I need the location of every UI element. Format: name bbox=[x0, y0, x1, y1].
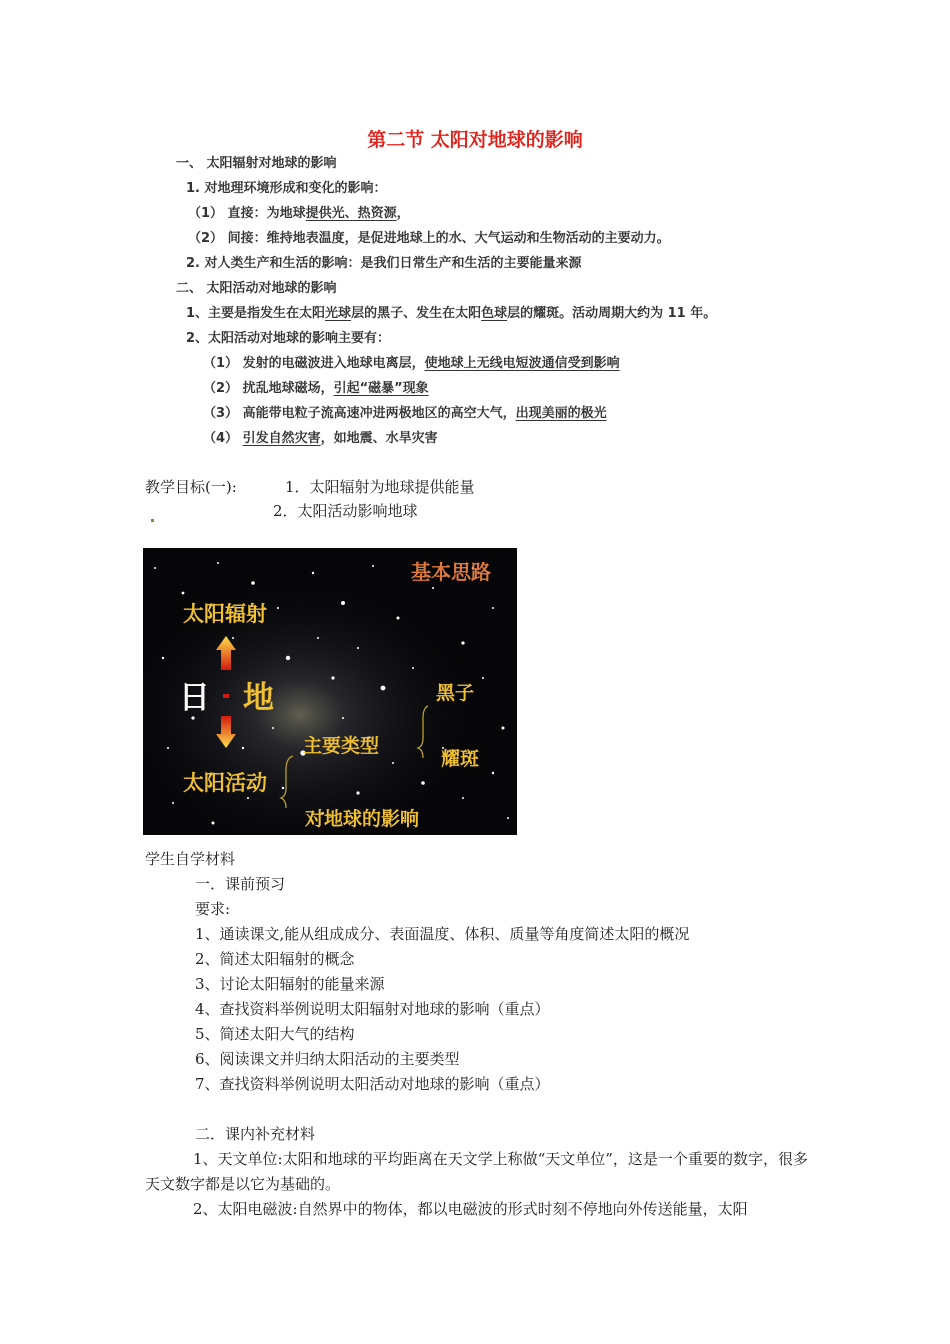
outline-k1-underlined: 使地球上无线电短波通信受到影响 bbox=[424, 356, 620, 371]
diagram-types: 主要类型 bbox=[303, 735, 380, 757]
outline-heading-2: 二、 太阳活动对地球的影响 bbox=[176, 281, 337, 296]
outline-k2-text: （2） 扰乱地球磁场， bbox=[203, 381, 334, 396]
list-item: 7、查找资料举例说明太阳活动对地球的影响（重点） bbox=[195, 1075, 550, 1093]
outline-item-1a bbox=[188, 202, 410, 221]
material-section-1: 一．课前预习 bbox=[195, 875, 286, 893]
page-title: 第二节 太阳对地球的影响 bbox=[367, 129, 583, 151]
outline-j1-text-c: 层的耀斑。活动周期大约为 11 年。 bbox=[507, 306, 717, 321]
outline-item-1a-text: （1） 直接：为地球 bbox=[188, 206, 306, 221]
outline-item-1a-tail: ， bbox=[396, 206, 410, 221]
diagram-sunspot: 黑子 bbox=[436, 682, 475, 704]
diagram-activity: 太阳活动 bbox=[183, 771, 267, 795]
outline-j1-photosphere: 光球 bbox=[325, 306, 352, 321]
outline-item-k1 bbox=[203, 352, 620, 371]
list-item: 4、查找资料举例说明太阳辐射对地球的影响（重点） bbox=[195, 1000, 550, 1018]
list-item: 5、简述太阳大气的结构 bbox=[195, 1025, 355, 1043]
outline-k2-underlined: 引起“磁暴”现象 bbox=[333, 381, 429, 396]
outline-heading-1: 一、 太阳辐射对地球的影响 bbox=[176, 156, 337, 171]
list-item: 2、简述太阳辐射的概念 bbox=[195, 950, 355, 968]
outline-item-j2: 2、太阳活动对地球的影响主要有： bbox=[186, 331, 391, 346]
material-title: 学生自学材料 bbox=[145, 850, 236, 868]
basic-idea-diagram bbox=[143, 548, 517, 835]
outline-item-k2 bbox=[203, 377, 429, 396]
outline-item-k3 bbox=[203, 402, 607, 421]
outline-j1-chromosphere: 色球 bbox=[481, 306, 508, 321]
diagram-heading: 基本思路 bbox=[411, 560, 491, 584]
outline-item-2: 2. 对人类生产和生活的影响：是我们日常生产和生活的主要能量来源 bbox=[186, 256, 582, 271]
outline-k1-text: （1） 发射的电磁波进入地球电离层， bbox=[203, 356, 425, 371]
outline-item-1a-underlined: 提供光、热资源 bbox=[305, 206, 397, 221]
outline-k3-underlined: 出现美丽的极光 bbox=[515, 406, 607, 421]
stray-dot bbox=[151, 519, 154, 522]
list-item: 1、通读课文,能从组成成分、表面温度、体积、质量等角度简述太阳的概况 bbox=[195, 925, 690, 943]
outline-item-j1 bbox=[186, 302, 716, 321]
outline-k4-underlined: 引发自然灾害 bbox=[242, 431, 321, 446]
diagram-flare: 耀斑 bbox=[441, 748, 480, 770]
goal-1: 1．太阳辐射为地球提供能量 bbox=[285, 478, 475, 496]
diagram-earth: 地 bbox=[243, 680, 274, 716]
diagram-impact: 对地球的影响 bbox=[305, 808, 420, 830]
goal-2: 2．太阳活动影响地球 bbox=[273, 502, 418, 520]
paragraph-solar-em-wave: 2、太阳电磁波:自然界中的物体，都以电磁波的形式时刻不停地向外传送能量，太阳 bbox=[193, 1200, 748, 1218]
dash-icon bbox=[223, 694, 229, 698]
material-section-2: 二．课内补充材料 bbox=[195, 1125, 316, 1143]
diagram-sun: 日 bbox=[179, 680, 210, 716]
outline-k4-tail: ，如地震、水旱灾害 bbox=[320, 431, 438, 446]
list-item: 6、阅读课文并归纳太阳活动的主要类型 bbox=[195, 1050, 460, 1068]
material-requirement: 要求: bbox=[195, 900, 231, 918]
outline-item-k4 bbox=[203, 427, 438, 446]
list-item: 3、讨论太阳辐射的能量来源 bbox=[195, 975, 385, 993]
goals-label: 教学目标(一): bbox=[145, 478, 237, 496]
outline-k4-text: （4） bbox=[203, 431, 243, 446]
diagram-radiation: 太阳辐射 bbox=[183, 602, 267, 626]
outline-j1-text-a: 1、主要是指发生在太阳 bbox=[186, 306, 326, 321]
outline-item-1b: （2） 间接：维持地表温度，是促进地球上的水、大气运动和生物活动的主要动力。 bbox=[188, 231, 670, 246]
paragraph-astronomical-unit: 1、天文单位:太阳和地球的平均距离在天文学上称做“天文单位”，这是一个重要的数字，很多天文数字都是以它为基础的。 bbox=[145, 1150, 808, 1193]
outline-k3-text: （3） 高能带电粒子流高速冲进两极地区的高空大气， bbox=[203, 406, 516, 421]
outline-item-1: 1. 对地理环境形成和变化的影响： bbox=[186, 181, 387, 196]
outline-j1-text-b: 层的黑子、发生在太阳 bbox=[351, 306, 482, 321]
